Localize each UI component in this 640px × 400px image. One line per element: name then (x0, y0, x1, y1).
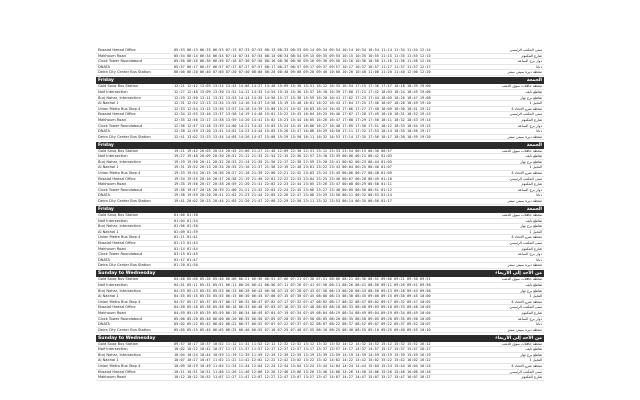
stop-name-en: Gold Souq Bus Station (98, 341, 139, 346)
stop-name-ar: تقاطع نايف (525, 282, 542, 287)
departure-times: 12:36 12:57 13:18 13:39 14:00 14:21 14:42 15:03 15:24 15:45 16:06 16:27 16:48 17:09 17:30 17:51 18:12 18:33 18:54 19:15 (174, 123, 431, 128)
stop-name-en: Makhoum Road (98, 182, 126, 187)
stop-name-en: DNATA (98, 322, 111, 327)
departure-times: 10:02 10:22 10:42 10:57 11:17 11:37 11:57 12:17 12:37 12:57 13:17 13:37 13:57 14:17 14:37 14:57 15:17 15:37 15:57 16:17 (174, 347, 431, 352)
stop-name-en: DNATA (98, 257, 111, 262)
departure-times: 12:31 12:52 13:13 13:34 13:55 14:16 14:37 14:58 15:19 15:40 16:01 16:22 16:43 17:04 17:25 17:46 18:07 18:28 18:49 19:10 (174, 101, 431, 106)
stop-name-en: Ebsalat Heead Office (98, 48, 136, 52)
stop-name-en: Naif Intersection (98, 218, 128, 223)
stop-name-ar: محطة ديرة سيتي سنتر (507, 199, 542, 204)
stop-name-ar: مبنى المكتب الرئيسي (509, 48, 542, 52)
stop-name-en: Makhoum Road (98, 375, 126, 380)
stop-name-en: Clock Tower Roundabout (98, 316, 143, 321)
table-row (96, 135, 544, 141)
departure-times: 10:12 10:32 10:52 11:07 11:27 11:47 12:07 12:27 12:47 13:07 13:27 13:47 14:07 14:27 14:47 15:07 15:27 15:47 16:07 16:27 (174, 375, 431, 380)
stop-name-en: DNATA (98, 64, 111, 69)
departure-times: 05:02 05:22 05:42 06:02 06:22 06:37 06:52 07:07 07:22 07:37 07:52 08:07 08:22 08:37 08:52 09:07 09:22 09:37 09:52 10:07 (174, 322, 431, 327)
stop-name-en: Gold Souq Bus Station (98, 84, 139, 89)
departure-times: 10:11 10:31 10:51 11:06 11:26 11:46 12:06 12:26 12:46 13:06 13:26 13:46 14:06 14:26 14:46 15:06 15:26 15:46 16:06 16:26 (174, 369, 431, 374)
departure-times: 19:31 19:52 20:13 20:34 20:55 21:16 21:37 21:58 22:19 22:40 23:01 23:22 23:43 00:04 00:25 00:46 01:07 (174, 165, 392, 170)
stop-name-en: DNATA (98, 129, 111, 134)
stop-name-en: Deira City Center Bus Station (98, 263, 151, 268)
stop-name-ar: تقاطع برج نهار (520, 224, 542, 229)
timetable-sheet (96, 48, 544, 382)
section-title-ar: الجمعة (526, 207, 542, 213)
departure-times: 01:04 01:34 (174, 218, 198, 223)
section-title-ar: من الأحد إلى الأربعاء (495, 271, 542, 277)
stop-name-en: Deira City Center Bus Station (98, 327, 151, 332)
departure-times: 12:35 12:56 13:17 13:38 13:59 14:20 14:41 15:02 15:23 15:44 16:05 16:26 16:47 17:08 17:29 17:50 18:11 18:32 18:53 19:14 (174, 117, 431, 122)
departure-times: 10:09 10:29 10:49 11:04 11:24 11:44 12:04 12:24 12:44 13:04 13:24 13:44 14:04 14:24 14:44 15:04 15:24 15:44 16:04 16:24 (174, 364, 431, 369)
departure-times: 10:04 10:24 10:44 10:59 11:19 11:39 11:59 12:19 12:39 12:59 13:19 13:39 13:59 14:19 14:39 14:59 15:19 15:39 15:59 16:19 (174, 352, 431, 357)
stop-name-ar: محطة ديرة سيتي سنتر (507, 327, 542, 332)
stop-name-en: Clock Tower Roundabout (98, 252, 143, 257)
stop-name-ar: شارع المكتوم (521, 375, 542, 380)
stop-name-ar: مبنى المكتب الرئيسي (509, 305, 542, 310)
stop-name-ar: النخيل 1 (529, 101, 542, 106)
timetable-section (96, 77, 544, 140)
stop-name-ar: النخيل 1 (529, 294, 542, 299)
stop-name-en: Al Nakhal 1 (98, 358, 119, 363)
section-header (96, 206, 544, 213)
departure-times: 05:00 05:20 05:40 06:00 06:20 06:35 06:50 07:05 07:20 07:35 07:50 08:05 08:20 08:35 08:50 09:05 09:20 09:35 09:50 10:05 (174, 316, 431, 321)
stop-name-en: Al Nakhal 1 (98, 229, 119, 234)
stop-name-en: Gold Souq Bus Station (98, 148, 139, 153)
stop-name-en: Makhoum Road (98, 117, 126, 122)
stop-name-ar: محطة حافلات سوق الذهب (501, 148, 542, 153)
stop-name-ar: شارع المكتوم (521, 310, 542, 315)
stop-name-en: Clock Tower Roundabout (98, 187, 143, 192)
stop-name-ar: دوار برج الساعة (517, 252, 542, 257)
departure-times: 19:35 19:56 20:17 20:38 20:59 21:20 21:41 22:02 22:23 22:44 23:05 23:26 23:47 00:08 00:29 00:50 01:11 (174, 182, 392, 187)
stop-name-ar: النخيل 1 (529, 229, 542, 234)
departure-times: 01:14 01:44 (174, 246, 198, 251)
departure-times: 04:57 05:17 05:37 05:57 06:17 06:32 06:47 07:02 07:17 07:32 07:47 08:02 08:17 08:32 08:47 09:02 09:17 09:32 09:47 10:02 (174, 299, 431, 304)
stop-name-ar: دناتا (536, 129, 542, 134)
stop-name-en: Union Metro Bus Stop 4 (98, 235, 141, 240)
departure-times: 05:05 05:25 05:45 06:05 06:25 06:40 06:55 07:10 07:25 07:40 07:55 08:10 08:25 08:40 08:55 09:10 09:25 09:40 09:55 10:10 (174, 327, 431, 332)
stop-name-en: Burj Nahar, Intersection (98, 288, 141, 293)
stop-name-ar: تقاطع برج نهار (520, 288, 542, 293)
section-title-ar: من الأحد إلى الأربعاء (495, 335, 542, 341)
stop-name-en: Union Metro Bus Stop 4 (98, 364, 141, 369)
stop-name-en: Deira City Center Bus Station (98, 134, 151, 139)
departure-times: 19:41 20:02 20:23 20:44 21:05 21:26 21:47 22:08 22:29 22:50 23:11 23:32 23:53 00:14 00:35 00:56 01:17 (174, 199, 392, 204)
stop-name-ar: مبنى المكتب الرئيسي (509, 240, 542, 245)
stop-name-ar: محطة حافلات سوق الذهب (501, 84, 542, 89)
stop-name-ar: مبنى المكتب الرئيسي (509, 112, 542, 117)
departure-times: 19:21 19:42 20:03 20:24 20:45 21:06 21:27 21:48 22:09 22:30 22:51 23:12 23:33 23:54 00:15 00:36 00:57 (174, 148, 392, 153)
stop-name-ar: تقاطع برج نهار (520, 95, 542, 100)
stop-name-en: Makhoum Road (98, 53, 126, 58)
stop-name-ar: محطة حافلات سوق الذهب (501, 341, 542, 346)
departure-times: 19:27 19:48 20:09 20:30 20:51 21:12 21:33 21:54 22:15 22:36 22:57 23:18 23:39 00:00 00:21 00:42 01:03 (174, 154, 392, 159)
departure-times: 04:46 05:06 05:26 05:46 06:06 06:21 06:36 06:51 07:06 07:21 07:36 07:51 08:06 08:21 08:36 08:51 09:06 09:21 09:36 09:51 (174, 277, 431, 282)
stop-name-en: Makhoum Road (98, 246, 126, 251)
timetable-section (96, 335, 544, 381)
stop-name-ar: محطة مترو الاتحاد 4 (511, 235, 542, 240)
section-title-en: Sunday to Wednesday (98, 335, 156, 341)
stop-name-en: Gold Souq Bus Station (98, 213, 139, 218)
departure-times: 04:51 05:11 05:31 05:51 06:11 06:26 06:41 06:56 07:11 07:26 07:41 07:56 08:11 08:26 08:41 08:56 09:11 09:26 09:41 09:56 (174, 282, 431, 287)
stop-name-ar: دوار برج الساعة (517, 316, 542, 321)
stop-name-en: Burj Nahar, Intersection (98, 159, 141, 164)
stop-name-en: Al Nakhal 1 (98, 294, 119, 299)
departure-times: 12:41 13:02 13:23 13:44 14:05 14:26 14:47 15:08 15:29 15:50 16:11 16:32 16:53 17:14 17:35 17:56 18:17 18:38 18:59 19:20 (174, 134, 431, 139)
stop-name-ar: محطة مترو الاتحاد 4 (511, 299, 542, 304)
departure-times: 05:57 06:17 06:37 06:57 07:17 07:37 07:57 08:17 08:37 08:57 09:17 09:37 09:57 10:17 10:37 10:57 11:17 11:37 11:57 12:17 (174, 64, 431, 69)
stop-name-en: Ebsalat Heead Office (98, 112, 136, 117)
departure-times: 05:53 06:13 06:33 06:53 07:13 07:33 07:53 08:13 08:33 08:53 09:14 09:34 09:54 10:14 10:34 10:54 11:14 11:34 11:54 12:14 (174, 48, 431, 52)
stop-name-ar: دناتا (536, 64, 542, 69)
table-row (96, 375, 544, 381)
stop-name-ar: تقاطع نايف (525, 154, 542, 159)
section-header (96, 142, 544, 149)
departure-times: 19:33 19:54 20:15 20:36 20:57 21:18 21:39 22:00 22:21 22:42 23:03 23:24 23:45 00:06 00:27 00:48 01:09 (174, 171, 392, 176)
departure-times: 05:56 06:16 06:36 06:56 07:16 07:36 07:56 08:16 08:36 08:56 09:16 09:36 09:56 10:16 10:36 10:56 11:16 11:36 11:56 12:16 (174, 59, 431, 64)
stop-name-ar: شارع المكتوم (521, 246, 542, 251)
stop-name-ar: محطة حافلات سوق الذهب (501, 213, 542, 218)
section-title-en: Friday (98, 207, 114, 213)
stop-name-en: Deira City Center Bus Station (98, 199, 151, 204)
stop-name-ar: محطة مترو الاتحاد 4 (511, 171, 542, 176)
stop-name-en: Ebsalat Heead Office (98, 369, 136, 374)
stop-name-en: Naif Intersection (98, 89, 128, 94)
stop-name-ar: محطة ديرة سيتي سنتر (507, 70, 542, 75)
departure-times: 19:38 19:59 20:20 20:41 21:02 21:23 21:44 22:05 22:26 22:47 23:08 23:29 23:50 00:11 00:32 00:53 01:14 (174, 193, 392, 198)
section-header (96, 335, 544, 342)
departure-times: 05:54 06:14 06:34 06:54 07:14 07:34 07:54 08:14 08:34 08:54 09:15 09:35 09:55 10:15 10:35 10:55 11:15 11:35 11:55 12:15 (174, 53, 431, 58)
stop-name-en: Naif Intersection (98, 282, 128, 287)
departure-times: 12:38 12:59 13:20 13:41 14:02 14:23 14:44 15:05 15:26 15:47 16:08 16:29 16:50 17:11 17:32 17:53 18:14 18:35 18:56 19:17 (174, 129, 431, 134)
stop-name-en: Naif Intersection (98, 347, 128, 352)
stop-name-en: Burj Nahar, Intersection (98, 352, 141, 357)
stop-name-en: Clock Tower Roundabout (98, 123, 143, 128)
stop-name-ar: دوار برج الساعة (517, 123, 542, 128)
departure-times: 01:00 01:30 (174, 213, 198, 218)
timetable-section (96, 270, 544, 333)
stop-name-ar: محطة مترو الاتحاد 4 (511, 106, 542, 111)
departure-times: 09:57 10:17 10:37 10:52 11:12 11:32 11:52 12:12 12:32 12:52 13:12 13:32 13:52 14:12 14:32 14:52 15:12 15:32 15:52 16:12 (174, 341, 431, 346)
stop-name-ar: النخيل 1 (529, 165, 542, 170)
departure-times: 01:17 01:47 (174, 257, 198, 262)
departure-times: 12:33 12:54 13:15 13:36 13:57 14:18 14:39 15:00 15:21 15:42 16:03 16:24 16:45 17:06 17:27 17:48 18:09 18:30 18:51 19:12 (174, 106, 431, 111)
stop-name-en: Union Metro Bus Stop 4 (98, 299, 141, 304)
timetable-section (96, 142, 544, 205)
section-title-en: Sunday to Wednesday (98, 271, 156, 277)
stop-name-en: DNATA (98, 193, 111, 198)
stop-name-ar: شارع المكتوم (521, 182, 542, 187)
stop-name-ar: محطة مترو الاتحاد 4 (511, 364, 542, 369)
section-title-ar: الجمعة (526, 78, 542, 84)
stop-name-en: Ebsalat Heead Office (98, 240, 136, 245)
section-title-en: Friday (98, 78, 114, 84)
stop-name-en: Gold Souq Bus Station (98, 277, 139, 282)
stop-name-en: Ebsalat Heead Office (98, 176, 136, 181)
departure-times: 01:09 01:39 (174, 229, 198, 234)
stop-name-ar: تقاطع نايف (525, 347, 542, 352)
stop-name-ar: النخيل 1 (529, 358, 542, 363)
departure-times: 19:29 19:50 20:11 20:32 20:53 21:14 21:35 21:56 22:17 22:38 22:59 23:20 23:41 00:02 00:23 00:44 01:05 (174, 159, 392, 164)
stop-name-ar: تقاطع برج نهار (520, 352, 542, 357)
stop-name-ar: تقاطع نايف (525, 218, 542, 223)
stop-name-en: Al Nakhal 1 (98, 101, 119, 106)
stop-name-ar: دوار برج الساعة (517, 187, 542, 192)
stop-name-en: Burj Nahar, Intersection (98, 95, 141, 100)
timetable-section (96, 206, 544, 269)
stop-name-ar: محطة حافلات سوق الذهب (501, 277, 542, 282)
stop-name-ar: تقاطع برج نهار (520, 159, 542, 164)
section-header (96, 270, 544, 277)
departure-times: 01:13 01:43 (174, 240, 198, 245)
departure-times: 04:59 05:19 05:39 05:59 06:19 06:34 06:49 07:04 07:19 07:34 07:49 08:04 08:19 08:34 08:49 09:04 09:19 09:34 09:49 10:04 (174, 310, 431, 315)
departure-times: 04:53 05:13 05:33 05:53 06:13 06:28 06:43 06:58 07:13 07:28 07:43 07:58 08:13 08:28 08:43 08:58 09:13 09:28 09:43 09:58 (174, 288, 431, 293)
departure-times: 04:58 05:18 05:38 05:58 06:18 06:33 06:48 07:03 07:18 07:33 07:48 08:03 08:18 08:33 08:48 09:03 09:18 09:33 09:48 10:03 (174, 305, 431, 310)
table-row (96, 199, 544, 205)
section-header (96, 77, 544, 84)
departure-times: 12:27 12:48 13:09 13:30 13:51 14:12 14:33 14:54 15:15 15:36 15:57 16:18 16:39 17:00 17:21 17:42 18:03 18:24 18:45 19:06 (174, 89, 431, 94)
stop-name-en: Ebsalat Heead Office (98, 305, 136, 310)
departure-times: 19:36 19:57 20:18 20:39 21:00 21:21 21:42 22:03 22:24 22:45 23:06 23:27 23:48 00:09 00:30 00:51 01:12 (174, 187, 392, 192)
departure-times: 12:21 12:42 13:03 13:24 13:45 14:06 14:27 14:48 15:09 15:30 15:51 16:12 16:33 16:54 17:15 17:36 17:57 18:18 18:39 19:00 (174, 84, 431, 89)
stop-name-en: Burj Nahar, Intersection (98, 224, 141, 229)
stop-name-ar: شارع المكتوم (521, 117, 542, 122)
table-row (96, 328, 544, 334)
stop-name-ar: دناتا (536, 193, 542, 198)
table-row (96, 263, 544, 269)
stop-name-ar: دوار برج الساعة (517, 59, 542, 64)
departure-times: 12:29 12:50 13:11 13:32 13:53 14:14 14:35 14:56 15:17 15:38 15:59 16:20 16:41 17:02 17:23 17:44 18:05 18:26 18:47 19:08 (174, 95, 431, 100)
stop-name-en: Deira City Center Bus Station (98, 70, 151, 75)
departure-times: 04:55 05:15 05:35 05:55 06:15 06:30 06:45 07:00 07:15 07:30 07:45 08:00 08:15 08:30 08:45 09:00 09:15 09:30 09:45 10:00 (174, 294, 431, 299)
stop-name-en: Makhoum Road (98, 310, 126, 315)
section-title-ar: الجمعة (526, 142, 542, 148)
stop-name-en: Clock Tower Roundabout (98, 59, 143, 64)
departure-times: 10:07 10:27 10:47 11:02 11:22 11:42 12:02 12:22 12:42 13:02 13:22 13:42 14:02 14:22 14:42 15:02 15:22 15:42 16:02 16:22 (174, 358, 431, 363)
stop-name-en: Union Metro Bus Stop 4 (98, 171, 141, 176)
stop-name-ar: دناتا (536, 257, 542, 262)
table-row (96, 70, 544, 76)
stop-name-ar: مبنى المكتب الرئيسي (509, 369, 542, 374)
departure-times: 01:15 01:45 (174, 252, 198, 257)
stop-name-ar: محطة ديرة سيتي سنتر (507, 263, 542, 268)
stop-name-ar: مبنى المكتب الرئيسي (509, 176, 542, 181)
departure-times: 19:34 19:55 20:16 20:37 20:58 21:19 21:40 22:01 22:22 22:43 23:04 23:25 23:46 00:07 00:28 00:49 01:10 (174, 176, 392, 181)
stop-name-en: Union Metro Bus Stop 4 (98, 106, 141, 111)
stop-name-ar: دناتا (536, 322, 542, 327)
departure-times: 01:06 01:36 (174, 224, 198, 229)
stop-name-en: Naif Intersection (98, 154, 128, 159)
section-gap (96, 381, 544, 382)
timetable-section (96, 48, 544, 76)
stop-name-ar: شارع المكتوم (521, 53, 542, 58)
departure-times: 06:00 06:20 06:40 07:00 07:20 07:40 08:00 08:20 08:40 09:00 09:20 09:40 10:00 10:20 10:40 11:00 11:20 11:40 12:00 12:20 (174, 70, 431, 75)
departure-times: 12:34 12:55 13:16 13:37 13:58 14:19 14:40 15:01 15:22 15:43 16:04 16:25 16:46 17:07 17:28 17:49 18:10 18:31 18:52 19:13 (174, 112, 431, 117)
section-title-en: Friday (98, 142, 114, 148)
departure-times: 01:11 01:41 (174, 235, 198, 240)
stop-name-en: Al Nakhal 1 (98, 165, 119, 170)
departure-times: 01:20 01:50 (174, 263, 198, 268)
stop-name-ar: محطة ديرة سيتي سنتر (507, 134, 542, 139)
stop-name-ar: تقاطع نايف (525, 89, 542, 94)
